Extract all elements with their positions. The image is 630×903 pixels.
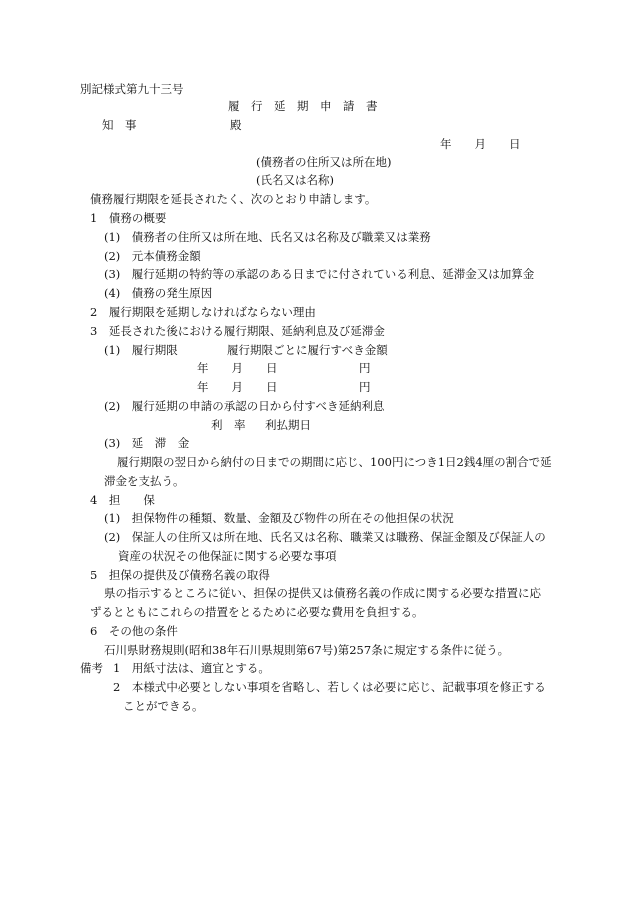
section-3-heading: 3 延長された後における履行期限、延納利息及び延滞金 <box>90 324 385 338</box>
applicant-address: (債務者の住所又は所在地) <box>256 155 392 169</box>
date-line: 年 月 日 <box>440 137 521 151</box>
section-6-text: 石川県財務規則(昭和38年石川県規則第67号)第257条に規定する条件に従う。 <box>104 643 510 657</box>
intro-text: 債務履行期限を延長されたく、次のとおり申請します。 <box>90 192 377 206</box>
section-1-item-4: (4) 債務の発生原因 <box>104 286 213 300</box>
interest-rate-label: 利 率 <box>211 418 246 432</box>
section-3-amount-header: 履行期限ごとに履行すべき金額 <box>227 343 388 357</box>
remarks-note-2-line-2: ことができる。 <box>123 699 204 713</box>
section-5-heading: 5 担保の提供及び債務名義の取得 <box>90 568 270 582</box>
section-4-item-2-line-1: (2) 保証人の住所又は所在地、氏名又は名称、職業又は職務、保証金額及び保証人の <box>104 530 546 544</box>
section-5-text-line-2: ずるとともにこれらの措置をとるために必要な費用を負担する。 <box>90 605 424 619</box>
section-4-item-2-line-2: 資産の状況その他保証に関する必要な事項 <box>118 549 337 563</box>
section-1-item-2: (2) 元本債務金額 <box>104 249 201 263</box>
schedule-row-2-yen: 円 <box>359 380 371 394</box>
section-3-item-3: (3) 延 滞 金 <box>104 436 190 450</box>
section-4-item-1: (1) 担保物件の種類、数量、金額及び物件の所在その他担保の状況 <box>104 511 454 525</box>
late-fee-text-line-1: 履行期限の翌日から納付の日までの期間に応じ、100円につき1日2銭4厘の割合で延 <box>117 455 552 469</box>
section-1-item-3: (3) 履行延期の特約等の承認のある日までに付されている利息、延滞金又は加算金 <box>104 267 535 281</box>
addressee: 知 事 <box>102 118 137 132</box>
applicant-name: (氏名又は名称) <box>256 173 334 187</box>
section-2-heading: 2 履行期限を延期しなければならない理由 <box>90 305 316 319</box>
late-fee-text-line-2: 滞金を支払う。 <box>104 474 185 488</box>
section-1-heading: 1 債務の概要 <box>90 211 167 225</box>
section-3-item-2: (2) 履行延期の申請の承認の日から付すべき延納利息 <box>104 399 385 413</box>
section-1-item-1: (1) 債務者の住所又は所在地、氏名又は名称及び職業又は業務 <box>104 230 431 244</box>
interest-pay-date-label: 利払期日 <box>265 418 311 432</box>
remarks-note-2-line-1: 2 本様式中必要としない事項を省略し、若しくは必要に応じ、記載事項を修正する <box>113 680 546 694</box>
remarks-label: 備考 <box>80 661 103 675</box>
honorific: 殿 <box>230 118 242 132</box>
schedule-row-2-date: 年 月 日 <box>197 380 278 394</box>
schedule-row-1-date: 年 月 日 <box>197 361 278 375</box>
section-6-heading: 6 その他の条件 <box>90 624 178 638</box>
form-number: 別記様式第九十三号 <box>80 82 184 96</box>
remarks-note-1: 1 用紙寸法は、適宜とする。 <box>113 661 270 675</box>
section-4-heading: 4 担 保 <box>90 493 155 507</box>
section-3-item-1: (1) 履行期限 <box>104 343 178 357</box>
form-title: 履 行 延 期 申 請 書 <box>228 99 378 113</box>
section-5-text-line-1: 県の指示するところに従い、担保の提供又は債務名義の作成に関する必要な措置に応 <box>104 586 541 600</box>
schedule-row-1-yen: 円 <box>359 361 371 375</box>
